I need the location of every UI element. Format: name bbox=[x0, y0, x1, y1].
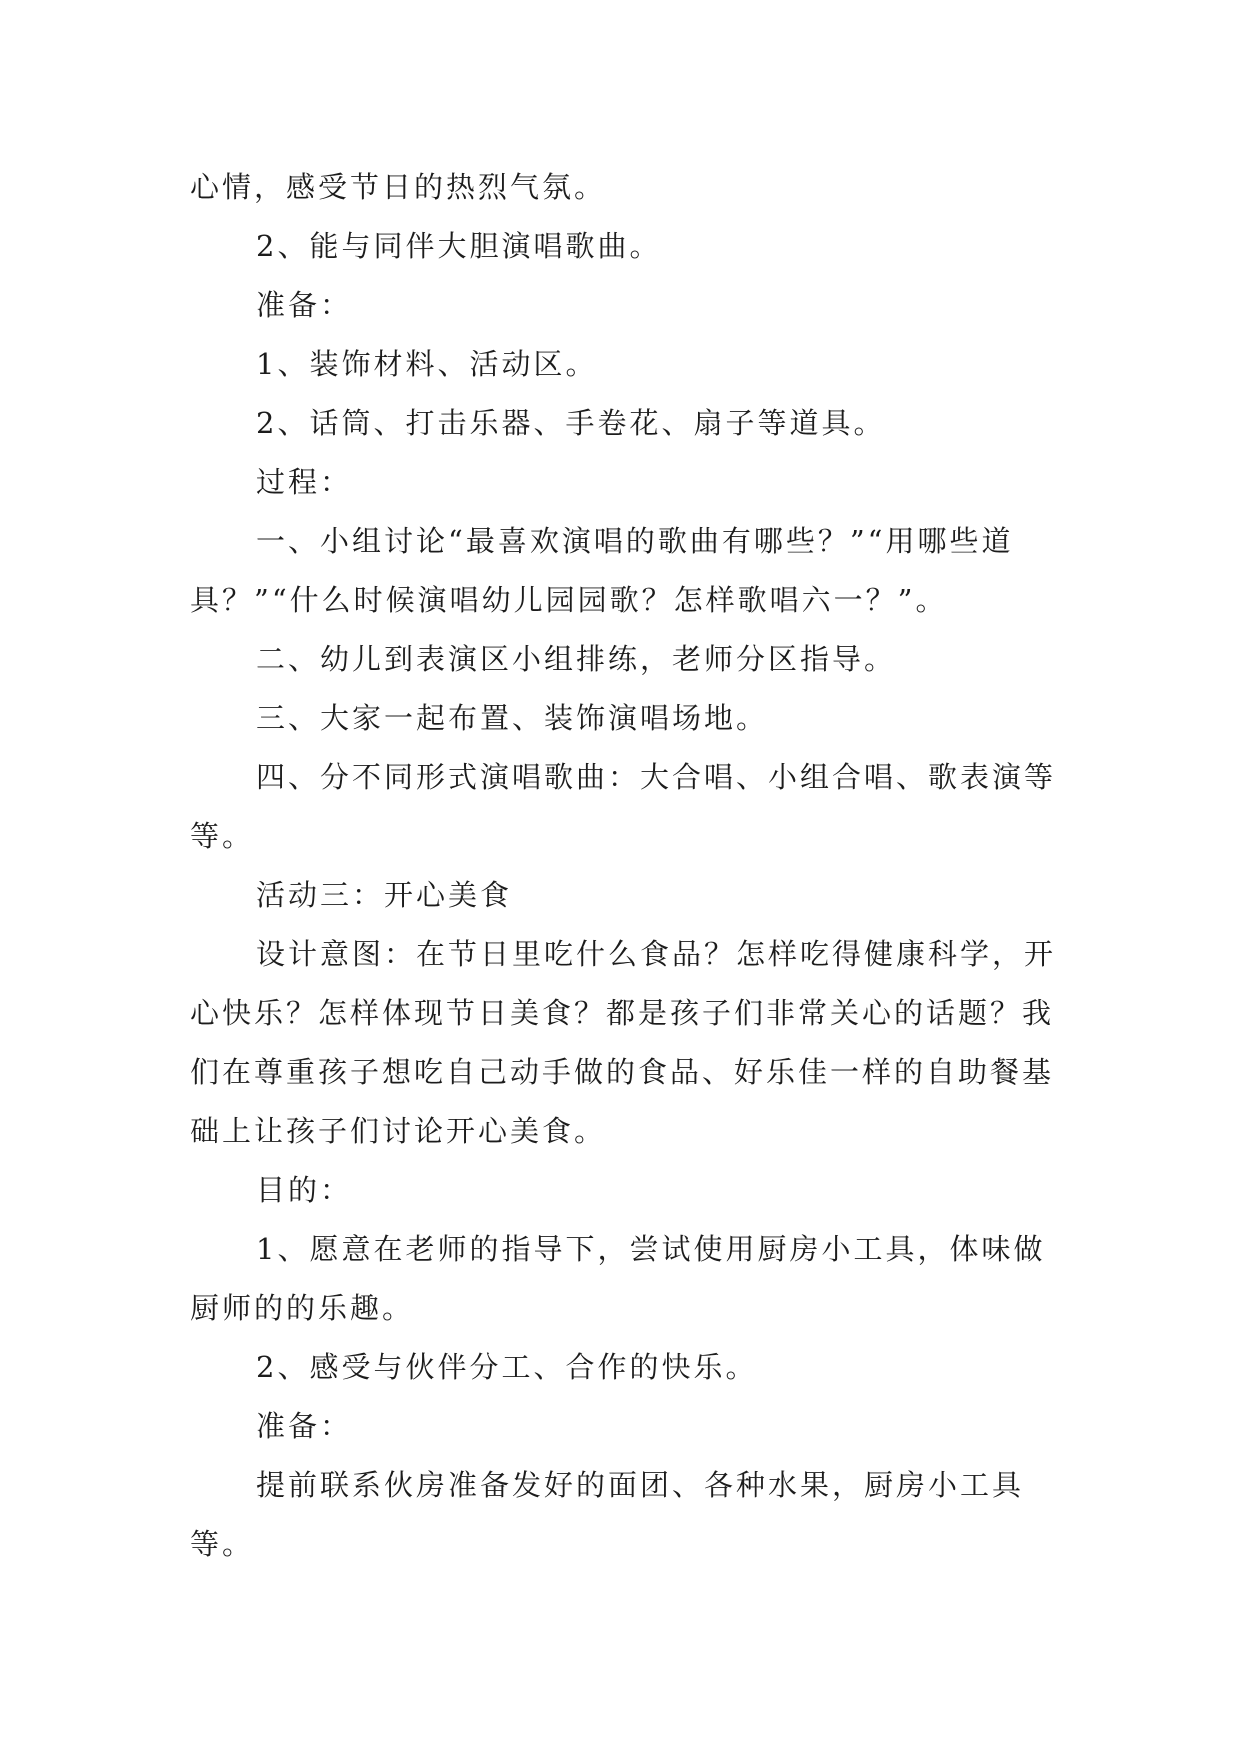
paragraph-heading-process: 过程： bbox=[256, 465, 353, 499]
paragraph-process-4: 四、分不同形式演唱歌曲：大合唱、小组合唱、歌表演等等。 bbox=[190, 760, 1057, 853]
paragraph-heading-purpose: 目的： bbox=[256, 1173, 353, 1207]
paragraph-design-intent: 设计意图：在节日里吃什么食品？怎样吃得健康科学，开心快乐？怎样体现节日美食？都是孩子们非常关心的话题？我们在尊重孩子想吃自己动手做的食品、好乐佳一样的自助餐基础上让孩子们讨论开心美食。 bbox=[190, 937, 1057, 1148]
paragraph-process-3: 三、大家一起布置、装饰演唱场地。 bbox=[256, 701, 769, 735]
paragraph-process-1: 一、小组讨论“最喜欢演唱的歌曲有哪些？”“用哪些道具？”“什么时候演唱幼儿园园歌？怎样歌唱六一？”。 bbox=[190, 524, 1014, 617]
paragraph-purpose-2: 2、感受与伙伴分工、合作的快乐。 bbox=[256, 1350, 758, 1384]
paragraph-process-2: 二、幼儿到表演区小组排练，老师分区指导。 bbox=[256, 642, 897, 676]
document-body bbox=[190, 158, 1060, 1574]
paragraph-heading-preparation-2: 准备： bbox=[256, 1409, 353, 1443]
paragraph-prep-kitchen: 提前联系伙房准备发好的面团、各种水果，厨房小工具等。 bbox=[190, 1468, 1025, 1561]
paragraph-continuation: 心情，感受节日的热烈气氛。 bbox=[190, 170, 607, 204]
paragraph-activity-3-title: 活动三：开心美食 bbox=[256, 878, 513, 912]
paragraph-goal-2: 2、能与同伴大胆演唱歌曲。 bbox=[256, 229, 662, 263]
paragraph-prep-2: 2、话筒、打击乐器、手卷花、扇子等道具。 bbox=[256, 406, 886, 440]
paragraph-heading-preparation: 准备： bbox=[256, 288, 353, 322]
paragraph-purpose-1: 1、愿意在老师的指导下，尝试使用厨房小工具，体味做厨师的的乐趣。 bbox=[190, 1232, 1046, 1325]
paragraph-prep-1: 1、装饰材料、活动区。 bbox=[256, 347, 598, 381]
